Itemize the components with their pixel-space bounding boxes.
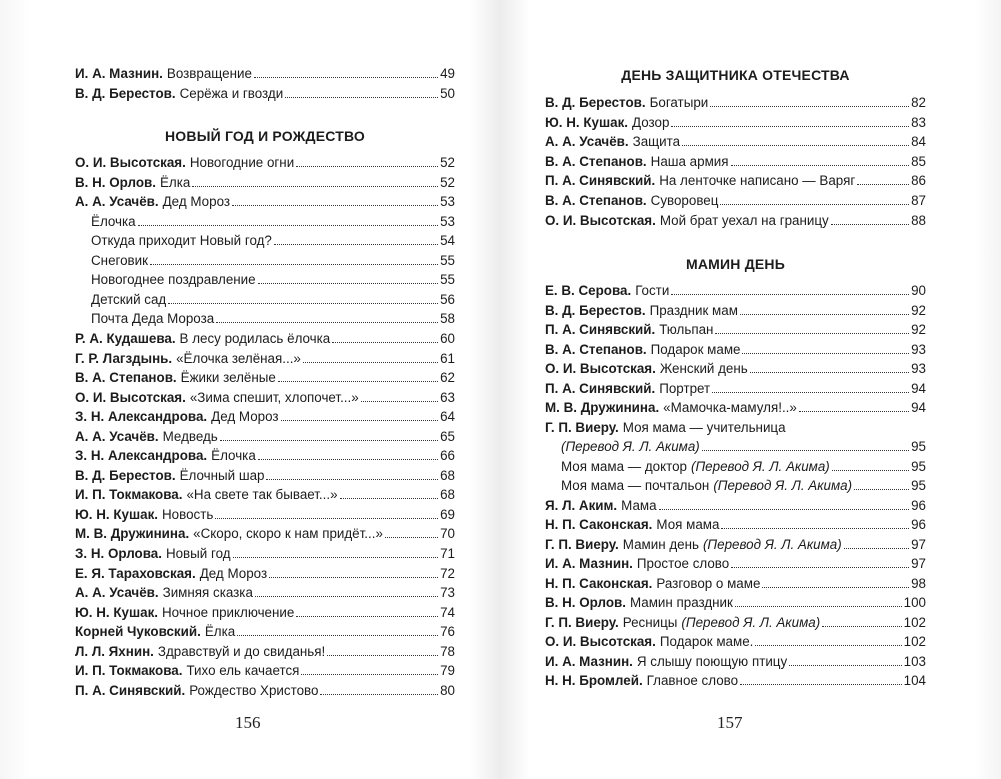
toc-entry-page-number: 61: [440, 350, 455, 366]
toc-entry-author: Г. Р. Лагздынь.: [75, 350, 173, 366]
toc-entry: [75, 425, 455, 445]
toc-entry: [545, 209, 926, 229]
toc-entry-author: З. Н. Александрова.: [75, 448, 208, 464]
toc-entry-author: Г. П. Виеру.: [545, 614, 619, 630]
toc-entry-page-number: 69: [440, 506, 455, 522]
toc-entry-author: О. И. Высотская.: [75, 155, 186, 170]
toc-entry-title: Ёлка: [159, 174, 191, 190]
dot-leader: [712, 392, 909, 393]
toc-entry: [545, 318, 926, 338]
toc-entry: [545, 377, 926, 397]
toc-entry-author: В. А. Степанов.: [75, 370, 177, 386]
toc-entry-author: Г. П. Виеру.: [545, 536, 619, 552]
toc-entry-translator-note: (Перевод Я. Л. Акима): [702, 536, 842, 552]
toc-entry-page-number: 79: [440, 663, 455, 679]
dot-leader: [755, 645, 901, 646]
toc-entry-author: Р. А. Кудашева.: [75, 330, 176, 346]
dot-leader: [385, 537, 438, 538]
dot-leader: [237, 635, 438, 636]
dot-leader: [844, 548, 909, 549]
toc-entry-author: И. П. Токмакова.: [75, 663, 183, 679]
toc-entry: [75, 229, 455, 249]
toc-entry-title: Мама: [621, 497, 657, 513]
toc-entry-page-number: 53: [440, 213, 455, 229]
toc-entry-title: «Мамочка-мамуля!..»: [663, 400, 797, 415]
toc-entry: [75, 503, 455, 523]
toc-entry-title: «На свете так бывает...»: [186, 487, 338, 503]
toc-entry-page-number: 68: [440, 467, 455, 483]
toc-entry: [75, 581, 455, 601]
toc-entry-translator-note: (Перевод Я. Л. Акима): [713, 478, 853, 493]
toc-entry-author: Ю. Н. Кушак.: [75, 506, 159, 522]
toc-entry: [545, 591, 926, 611]
toc-entry-page-number: 76: [440, 624, 455, 640]
toc-entry-title: Рождество Христово: [189, 682, 319, 698]
toc-entry-page-number: 52: [440, 174, 455, 190]
toc-entry-page-number: 74: [440, 604, 455, 620]
toc-entry-author: А. А. Усачёв.: [75, 585, 159, 601]
toc-entry-page-number: 73: [440, 585, 455, 601]
toc-entry-author: В. Д. Берестов.: [545, 302, 646, 318]
toc-entry-author: В. А. Степанов.: [545, 193, 647, 208]
toc-entry-title: Зимняя сказка: [162, 585, 253, 601]
toc-entry-page-number: 95: [911, 478, 926, 493]
toc-entry-title: Ёлочка: [211, 448, 256, 464]
dot-leader: [220, 440, 438, 441]
toc-entry-title: Мой брат уехал на границу: [659, 212, 829, 228]
toc-entry-title: Ёлка: [204, 624, 236, 640]
toc-entry-page-number: 96: [911, 497, 926, 513]
toc-entry: [545, 552, 926, 572]
toc-entry: [75, 62, 455, 82]
toc-entry-title: Праздник мам: [649, 302, 738, 318]
toc-entry-author: Я. Л. Аким.: [545, 497, 618, 513]
toc-entry: [545, 533, 926, 553]
toc-entry: [75, 522, 455, 542]
toc-entry-title: Богатыри: [649, 95, 709, 110]
toc-entry-page-number: 66: [440, 448, 455, 464]
section-heading-new-year: НОВЫЙ ГОД И РОЖДЕСТВО: [164, 128, 366, 144]
toc-entry: [75, 347, 455, 367]
dot-leader: [832, 470, 909, 471]
toc-entry: [545, 396, 926, 416]
toc-entry: [75, 386, 455, 406]
toc-entry: [545, 279, 926, 299]
toc-entry-title: Откуда приходит Новый год?: [91, 233, 272, 249]
toc-entry: [545, 611, 926, 631]
toc-entry-page-number: 97: [911, 536, 926, 552]
toc-entry-author: П. А. Синявский.: [545, 173, 656, 189]
toc-entry-page-number: 72: [440, 565, 455, 581]
toc-entry-page-number: 103: [903, 653, 926, 669]
dot-leader: [332, 342, 438, 343]
toc-entry-title: Детский сад: [91, 291, 167, 307]
toc-entry-title: Ресницы: [622, 614, 678, 630]
dot-leader: [281, 420, 439, 421]
toc-entry-author: В. Д. Берестов.: [75, 467, 176, 483]
dot-leader: [233, 557, 439, 558]
toc-entry: [75, 190, 455, 210]
toc-entry-title: Снеговик: [91, 252, 149, 268]
toc-entry-title: Моя мама: [656, 517, 720, 532]
toc-entry: [75, 366, 455, 386]
toc-entry: [75, 483, 455, 503]
toc-entry-title: Медведь: [162, 428, 218, 444]
toc-entry-page-number: 94: [911, 400, 926, 415]
toc-entry-page-number: 102: [903, 614, 926, 630]
page-number-left: 156: [235, 713, 261, 732]
toc-entry-title: Гости: [635, 283, 670, 298]
toc-entry: [75, 210, 455, 230]
toc-entry: [545, 455, 926, 475]
dot-leader: [320, 694, 438, 695]
dot-leader: [671, 294, 909, 295]
dot-leader: [232, 205, 438, 206]
toc-entry-title: Ёжики зелёные: [180, 370, 276, 386]
section-heading-defender-day: ДЕНЬ ЗАЩИТНИКА ОТЕЧЕСТВА: [621, 67, 850, 83]
dot-leader: [831, 224, 909, 225]
toc-entry: [75, 679, 455, 699]
toc-entry-page-number: 55: [440, 272, 455, 288]
dot-leader: [192, 186, 438, 187]
toc-entry-page-number: 80: [440, 682, 455, 698]
toc-entry-page-number: 95: [911, 439, 926, 454]
toc-entry-author: О. И. Высотская.: [75, 389, 186, 405]
toc-entry-page-number: 55: [440, 252, 455, 268]
toc-entry-page-number: 98: [911, 575, 926, 591]
dot-leader: [215, 518, 438, 519]
section-heading-mothers-day: МАМИН ДЕНЬ: [686, 256, 785, 272]
toc-entry-title: Возвращение: [166, 66, 252, 81]
dot-leader: [296, 166, 438, 167]
toc-entry-page-number: 93: [911, 361, 926, 376]
toc-entry: [75, 601, 455, 621]
toc-entry-page-number: 85: [911, 153, 926, 169]
toc-entry-author: Ю. Н. Кушак.: [75, 604, 159, 620]
toc-entry-author: А. А. Усачёв.: [75, 194, 159, 210]
dot-leader: [659, 509, 910, 510]
toc-entry-title: Почта Деда Мороза: [91, 311, 215, 327]
dot-leader: [822, 626, 901, 627]
toc-entry-title: Ёлочный шар: [179, 467, 265, 483]
dot-leader: [303, 362, 438, 363]
toc-entry: [75, 659, 455, 679]
toc-entry-page-number: 71: [440, 546, 455, 561]
dot-leader: [854, 489, 909, 490]
toc-entry-title: Портрет: [659, 380, 711, 396]
dot-leader: [735, 606, 902, 607]
toc-entry: [545, 416, 926, 436]
toc-entry: [545, 338, 926, 358]
dot-leader: [168, 303, 438, 304]
toc-entry: [75, 405, 455, 425]
toc-entry-title: Мамин праздник: [629, 595, 733, 610]
toc-entry-page-number: 96: [911, 517, 926, 532]
toc-entry-title: Дозор: [632, 114, 670, 130]
toc-entry: [75, 444, 455, 464]
dot-leader: [731, 567, 909, 568]
toc-entry-author: Л. Л. Яхнин.: [75, 643, 154, 659]
dot-leader: [742, 353, 909, 354]
toc-entry: [545, 130, 926, 150]
toc-entry-title: Защита: [632, 134, 681, 150]
dot-leader: [702, 450, 909, 451]
dot-leader: [266, 479, 438, 480]
toc-entry-translator-note: (Перевод Я. Л. Акима): [561, 439, 700, 454]
dot-leader: [258, 459, 438, 460]
toc-entry-title: Подарок маме.: [659, 634, 754, 649]
toc-entry: [545, 111, 926, 131]
toc-entry-author: Корней Чуковский.: [75, 624, 201, 640]
toc-entry-page-number: 53: [440, 194, 455, 210]
dot-leader: [269, 577, 438, 578]
toc-entry-author: М. В. Дружинина.: [75, 526, 190, 542]
toc-entry-page-number: 83: [911, 114, 926, 130]
dot-leader: [710, 106, 909, 107]
toc-entry-author: В. Д. Берестов.: [75, 85, 176, 101]
toc-entry-title: Ночное приключение: [162, 604, 295, 620]
toc-entry-title: Новогоднее поздравление: [91, 272, 256, 288]
toc-entry-title: Новый год: [165, 546, 231, 561]
toc-entry-author: В. А. Степанов.: [545, 341, 647, 357]
dot-leader: [799, 411, 909, 412]
toc-entry-page-number: 50: [440, 85, 455, 101]
toc-entry-page-number: 78: [440, 643, 455, 659]
dot-leader: [255, 596, 438, 597]
dot-leader: [301, 674, 438, 675]
toc-entry-page-number: 92: [911, 302, 926, 318]
toc-entry: [545, 494, 926, 514]
toc-entry: [545, 150, 926, 170]
toc-entry-author: П. А. Синявский.: [545, 380, 656, 396]
dot-leader: [340, 498, 439, 499]
toc-entry-title: Тюльпан: [659, 322, 714, 337]
toc-entry-title: Новогодние огни: [189, 155, 295, 170]
toc-entry-author: И. П. Токмакова.: [75, 487, 183, 503]
toc-entry-page-number: 65: [440, 428, 455, 444]
toc-entry: [75, 562, 455, 582]
dot-leader: [721, 528, 909, 529]
dot-leader: [762, 587, 909, 588]
toc-entry-page-number: 56: [440, 291, 455, 307]
toc-entry: [75, 464, 455, 484]
toc-entry-title: Разговор о маме: [656, 575, 761, 591]
toc-entry-title: Наша армия: [650, 153, 729, 169]
dot-leader: [274, 244, 438, 245]
toc-entry-title: На ленточке написано — Варяг: [659, 173, 856, 189]
toc-entry-author: И. А. Мазнин.: [545, 653, 633, 669]
toc-entry: [75, 542, 455, 562]
dot-leader: [682, 145, 909, 146]
toc-entry-author: В. Д. Берестов.: [545, 95, 646, 110]
toc-entry-page-number: 60: [440, 330, 455, 346]
toc-entry-page-number: 54: [440, 233, 455, 249]
dot-leader: [750, 372, 909, 373]
toc-entry-page-number: 49: [440, 66, 455, 81]
toc-entry: [545, 435, 926, 455]
toc-entry: [545, 357, 926, 377]
toc-entry-page-number: 64: [440, 409, 455, 425]
toc-entry-author: А. А. Усачёв.: [545, 134, 629, 150]
toc-entry-title: Главное слово: [646, 673, 739, 688]
dot-leader: [296, 616, 438, 617]
dot-leader: [258, 283, 439, 284]
toc-entry-title: Подарок маме: [650, 341, 741, 357]
toc-entry-title: Я слышу поющую птицу: [636, 653, 788, 669]
toc-entry-author: Г. П. Виеру.: [545, 419, 619, 435]
toc-entry: [545, 474, 926, 494]
toc-entry-author: П. А. Синявский.: [75, 682, 186, 698]
toc-entry: [75, 327, 455, 347]
toc-entry: [545, 169, 926, 189]
toc-entry-page-number: 87: [911, 193, 926, 208]
toc-entry-translator-note: (Перевод Я. Л. Акима): [691, 458, 830, 474]
left-page: [75, 0, 455, 779]
toc-entry: [545, 669, 926, 689]
toc-entry-title: «Скоро, скоро к нам придёт...»: [193, 526, 383, 542]
dot-leader: [278, 381, 438, 382]
toc-entry-title: «Зима спешит, хлопочет...»: [189, 389, 359, 405]
toc-entry: [75, 268, 455, 288]
toc-entry-author: О. И. Высотская.: [545, 212, 656, 228]
dot-leader: [138, 225, 438, 226]
toc-entry-title: Женский день: [659, 361, 748, 376]
toc-entry: [545, 630, 926, 650]
toc-entry-title: Моя мама — учительница: [622, 419, 786, 435]
toc-entry-page-number: 84: [911, 134, 926, 150]
toc-entry-author: О. И. Высотская.: [545, 361, 656, 376]
dot-leader: [715, 333, 909, 334]
toc-entry-author: Н. Н. Бромлей.: [545, 673, 643, 688]
toc-entry-page-number: 52: [440, 155, 455, 170]
toc-entry-title: Простое слово: [636, 556, 730, 571]
toc-entry-page-number: 90: [911, 283, 926, 298]
toc-entry-title: Новость: [162, 506, 214, 522]
toc-entry: [545, 91, 926, 111]
toc-entry-page-number: 95: [911, 458, 926, 474]
toc-entry-page-number: 97: [911, 556, 926, 571]
toc-entry: [75, 82, 455, 102]
toc-entry-author: И. А. Мазнин.: [75, 66, 163, 81]
toc-entry-page-number: 68: [440, 487, 455, 503]
toc-entry-page-number: 70: [440, 526, 455, 542]
toc-entry: [545, 299, 926, 319]
dot-leader: [720, 204, 909, 205]
toc-entry: [75, 620, 455, 640]
dot-leader: [150, 264, 438, 265]
dot-leader: [740, 314, 909, 315]
toc-entry-author: З. Н. Александрова.: [75, 409, 208, 425]
toc-entry-author: В. А. Степанов.: [545, 153, 647, 169]
toc-entry-page-number: 100: [903, 595, 926, 610]
page-number-right: 157: [717, 713, 743, 732]
toc-entry-author: И. А. Мазнин.: [545, 556, 633, 571]
toc-entry: [75, 171, 455, 191]
toc-entry-page-number: 88: [911, 212, 926, 228]
dot-leader: [731, 165, 910, 166]
dot-leader: [285, 97, 438, 98]
toc-entry-title: Ёлочка: [91, 213, 136, 229]
toc-entry-title: Дед Мороз: [199, 565, 268, 581]
right-page: [545, 0, 926, 779]
dot-leader: [789, 665, 901, 666]
toc-entry-title: Серёжа и гвозди: [179, 85, 284, 101]
toc-entry: [545, 513, 926, 533]
toc-entry-page-number: 86: [911, 173, 926, 189]
toc-entry-page-number: 102: [903, 634, 926, 649]
toc-entry-title: Здравствуй и до свиданья!: [157, 643, 326, 659]
dot-leader: [254, 77, 438, 78]
toc-entry: [545, 572, 926, 592]
toc-entry: [75, 288, 455, 308]
toc-entry: [75, 307, 455, 327]
toc-entry-author: Ю. Н. Кушак.: [545, 114, 629, 130]
toc-entry-author: Е. В. Серова.: [545, 283, 632, 298]
toc-entry: [545, 189, 926, 209]
toc-entry-title: Дед Мороз: [211, 409, 279, 425]
toc-entry-author: Е. Я. Тараховская.: [75, 565, 196, 581]
toc-entry-author: З. Н. Орлова.: [75, 546, 162, 561]
toc-entry-title: Моя мама — доктор: [561, 458, 688, 474]
toc-entry-author: Н. П. Саконская.: [545, 517, 653, 532]
toc-entry-page-number: 94: [911, 380, 926, 396]
dot-leader: [361, 401, 438, 402]
toc-entry-title: Мамин день: [622, 536, 699, 552]
toc-entry-title: Тихо ель качается: [186, 663, 300, 679]
toc-entry-page-number: 58: [440, 311, 455, 327]
toc-entry-title: Моя мама — почтальон: [561, 478, 710, 493]
toc-entry: [545, 650, 926, 670]
toc-entry-page-number: 63: [440, 389, 455, 405]
toc-entry-page-number: 93: [911, 341, 926, 357]
toc-entry-author: О. И. Высотская.: [545, 634, 656, 649]
toc-entry-author: Н. П. Саконская.: [545, 575, 653, 591]
dot-leader: [740, 684, 902, 685]
toc-entry: [75, 640, 455, 660]
toc-entry-title: В лесу родилась ёлочка: [179, 330, 331, 346]
toc-entry-author: В. Н. Орлов.: [545, 595, 626, 610]
toc-entry: [75, 151, 455, 171]
dot-leader: [216, 322, 438, 323]
toc-entry-page-number: 82: [911, 95, 926, 110]
toc-entry-page-number: 92: [911, 322, 926, 337]
dot-leader: [327, 655, 438, 656]
toc-entry-page-number: 104: [903, 673, 926, 688]
dot-leader: [857, 184, 909, 185]
toc-entry-author: А. А. Усачёв.: [75, 428, 159, 444]
toc-entry-author: В. Н. Орлов.: [75, 174, 156, 190]
toc-entry-translator-note: (Перевод Я. Л. Акима): [681, 614, 821, 630]
toc-entry: [75, 249, 455, 269]
toc-entry-author: М. В. Дружинина.: [545, 400, 660, 415]
toc-entry-title: «Ёлочка зелёная...»: [176, 350, 301, 366]
toc-entry-title: Суворовец: [650, 193, 719, 208]
toc-entry-page-number: 62: [440, 370, 455, 386]
dot-leader: [671, 126, 909, 127]
toc-entry-title: Дед Мороз: [162, 194, 231, 210]
toc-entry-author: П. А. Синявский.: [545, 322, 656, 337]
